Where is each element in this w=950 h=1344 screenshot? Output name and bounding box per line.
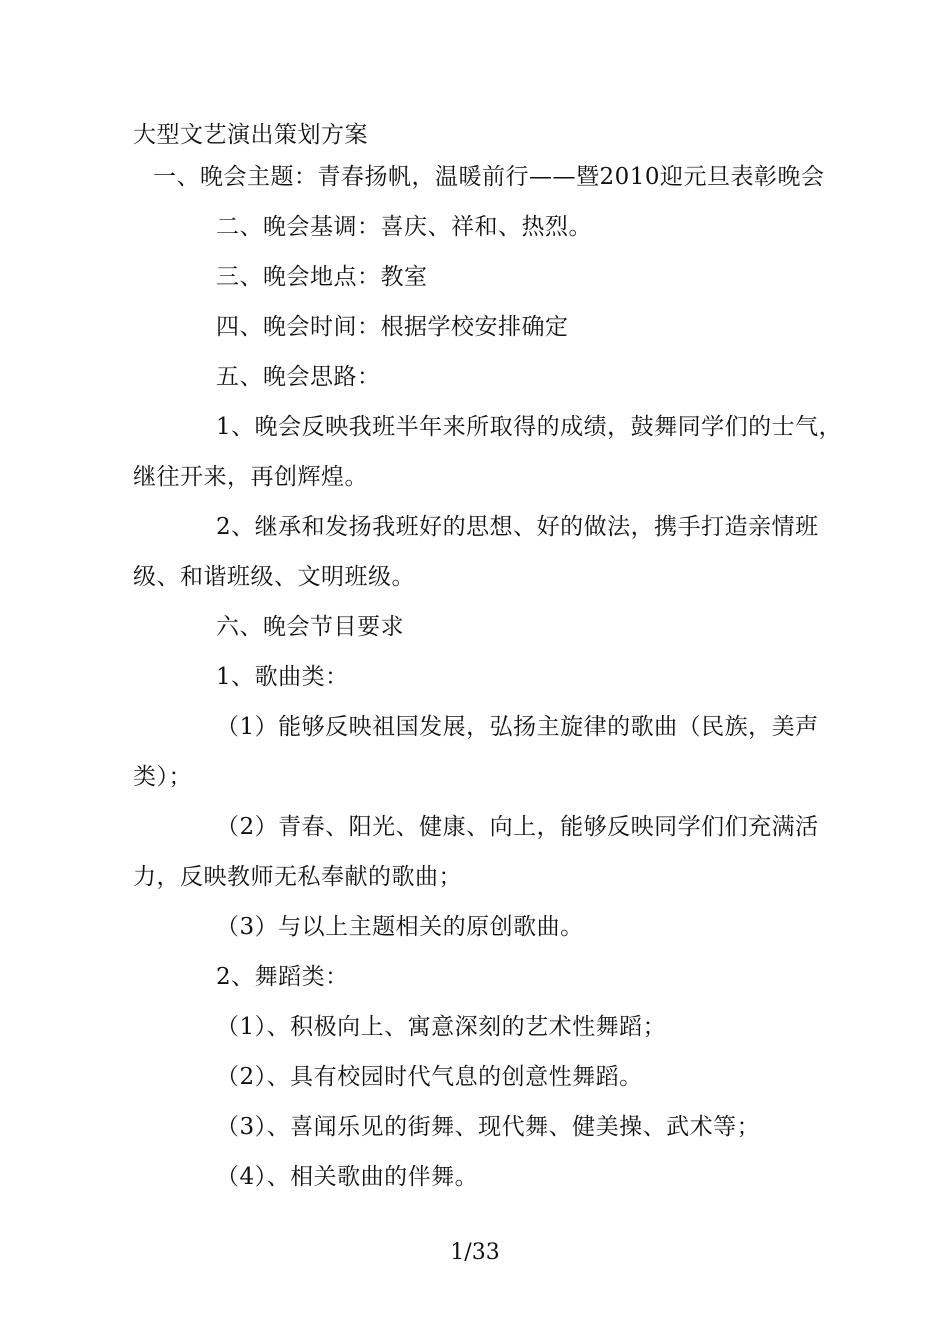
paragraph-dance-4: （4）、相关歌曲的伴舞。 [216, 1164, 479, 1190]
paragraph-program-heading: 六、晚会节目要求 [216, 614, 404, 640]
paragraph-song-3: （3）与以上主题相关的原创歌曲。 [216, 914, 584, 940]
paragraph-idea-1: 1、晚会反映我班半年来所取得的成绩，鼓舞同学们的士气， [216, 414, 843, 440]
paragraph-dance-2: （2）、具有校园时代气息的创意性舞蹈。 [216, 1064, 643, 1090]
paragraph-dance-3: （3）、喜闻乐见的街舞、现代舞、健美操、武术等； [216, 1114, 761, 1140]
paragraph-song-2: （2）青春、阳光、健康、向上，能够反映同学们们充满活 [216, 814, 819, 840]
paragraph-theme: 一、晚会主题：青春扬帆，温暖前行——暨2010迎元旦表彰晚会 [153, 164, 825, 190]
paragraph-location: 三、晚会地点：教室 [216, 264, 428, 290]
paragraph-time: 四、晚会时间：根据学校安排确定 [216, 314, 569, 340]
paragraph-song-1: （1）能够反映祖国发展，弘扬主旋律的歌曲（民族，美声 [216, 714, 819, 740]
page-number: 1/33 [450, 1240, 500, 1265]
paragraph-tone: 二、晚会基调：喜庆、祥和、热烈。 [216, 214, 592, 240]
document-title: 大型文艺演出策划方案 [133, 122, 368, 148]
paragraph-idea-1-cont: 继往开来，再创辉煌。 [133, 464, 368, 490]
paragraph-idea-2-cont: 级、和谐班级、文明班级。 [133, 564, 415, 590]
paragraph-song-heading: 1、歌曲类： [216, 664, 349, 690]
paragraph-idea-2: 2、继承和发扬我班好的思想、好的做法，携手打造亲情班 [216, 514, 819, 540]
paragraph-dance-heading: 2、舞蹈类： [216, 964, 349, 990]
paragraph-idea-heading: 五、晚会思路： [216, 364, 381, 390]
paragraph-dance-1: （1）、积极向上、寓意深刻的艺术性舞蹈； [216, 1014, 667, 1040]
paragraph-song-2-cont: 力，反映教师无私奉献的歌曲； [133, 864, 462, 890]
paragraph-song-1-cont: 类）； [133, 764, 192, 790]
